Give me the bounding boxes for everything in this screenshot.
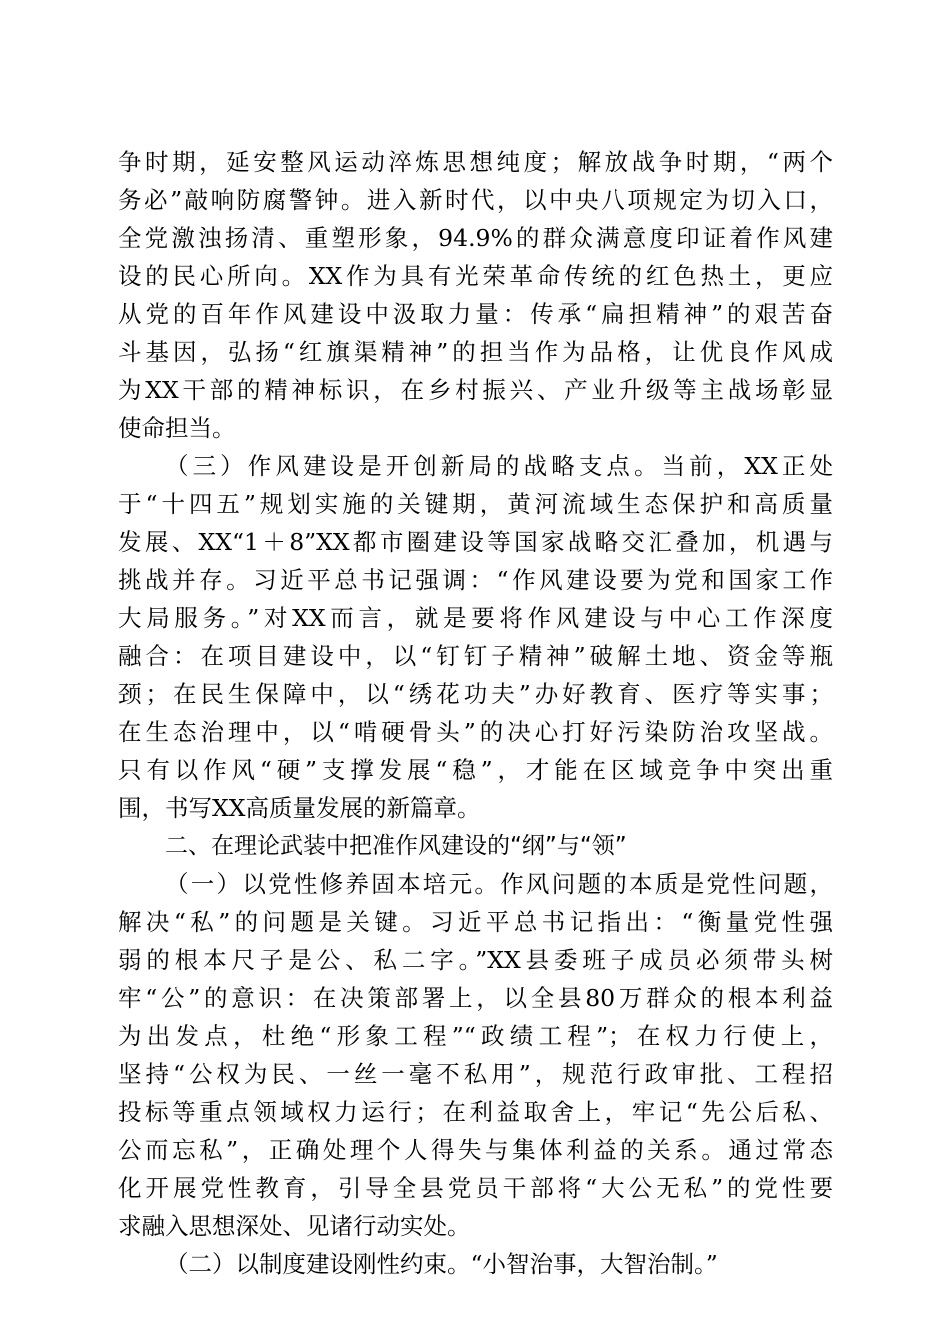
section-lead-line: （二）以制度建设刚性约束。“小智治事，大智治制。”	[165, 1250, 718, 1278]
paragraph-line: 只有以作风“硬”支撑发展“稳”，才能在区域竞争中突出重	[118, 756, 833, 784]
paragraph-line: 弱的根本尺子是公、私二字。”XX县委班子成员必须带头树	[118, 946, 833, 974]
paragraph-line: 于“十四五”规划实施的关键期，黄河流域生态保护和高质量	[118, 490, 833, 518]
section-lead-line: （三）作风建设是开创新局的战略支点。当前，XX正处	[165, 452, 833, 480]
paragraph-line: 争时期，延安整风运动淬炼思想纯度；解放战争时期，“两个	[118, 148, 833, 176]
paragraph-line: 公而忘私”，正确处理个人得失与集体利益的关系。通过常态	[118, 1136, 833, 1164]
paragraph-line: 全党激浊扬清、重塑形象，94.9%的群众满意度印证着作风建	[118, 224, 833, 252]
paragraph-line: 发展、XX“1＋8”XX都市圈建设等国家战略交汇叠加，机遇与	[118, 528, 833, 556]
paragraph-line: 斗基因，弘扬“红旗渠精神”的担当作为品格，让优良作风成	[118, 338, 833, 366]
paragraph-line: 大局服务。”对XX而言，就是要将作风建设与中心工作深度	[118, 604, 833, 632]
paragraph-line: 从党的百年作风建设中汲取力量：传承“扁担精神”的艰苦奋	[118, 300, 833, 328]
section-heading: 二、在理论武装中把准作风建设的“纲”与“领”	[165, 833, 627, 859]
paragraph-line: 牢“公”的意识：在决策部署上，以全县80万群众的根本利益	[118, 984, 833, 1012]
paragraph-line: 投标等重点领域权力运行；在利益取舍上，牢记“先公后私、	[118, 1098, 833, 1126]
paragraph-line: 务必”敲响防腐警钟。进入新时代，以中央八项规定为切入口，	[118, 186, 833, 214]
paragraph-line: 设的民心所向。XX作为具有光荣革命传统的红色热土，更应	[118, 262, 833, 290]
paragraph-line: 围，书写XX高质量发展的新篇章。	[118, 794, 481, 822]
document-body	[118, 143, 833, 1283]
paragraph-line: 求融入思想深处、见诸行动实处。	[118, 1212, 471, 1240]
paragraph-line: 为出发点，杜绝“形象工程”“政绩工程”；在权力行使上，	[118, 1022, 833, 1050]
paragraph-line: 融合：在项目建设中，以“钉钉子精神”破解土地、资金等瓶	[118, 642, 833, 670]
paragraph-line: 为XX干部的精神标识，在乡村振兴、产业升级等主战场彰显	[118, 376, 833, 404]
section-lead-line: （一）以党性修养固本培元。作风问题的本质是党性问题，	[165, 870, 833, 898]
paragraph-line: 坚持“公权为民、一丝一毫不私用”，规范行政审批、工程招	[118, 1060, 833, 1088]
paragraph-line: 在生态治理中，以“啃硬骨头”的决心打好污染防治攻坚战。	[118, 718, 833, 746]
paragraph-line: 颈；在民生保障中，以“绣花功夫”办好教育、医疗等实事；	[118, 680, 833, 708]
paragraph-line: 使命担当。	[118, 414, 236, 442]
paragraph-line: 解决“私”的问题是关键。习近平总书记指出：“衡量党性强	[118, 908, 833, 936]
paragraph-line: 挑战并存。习近平总书记强调：“作风建设要为党和国家工作	[118, 566, 833, 594]
paragraph-line: 化开展党性教育，引导全县党员干部将“大公无私”的党性要	[118, 1174, 833, 1202]
